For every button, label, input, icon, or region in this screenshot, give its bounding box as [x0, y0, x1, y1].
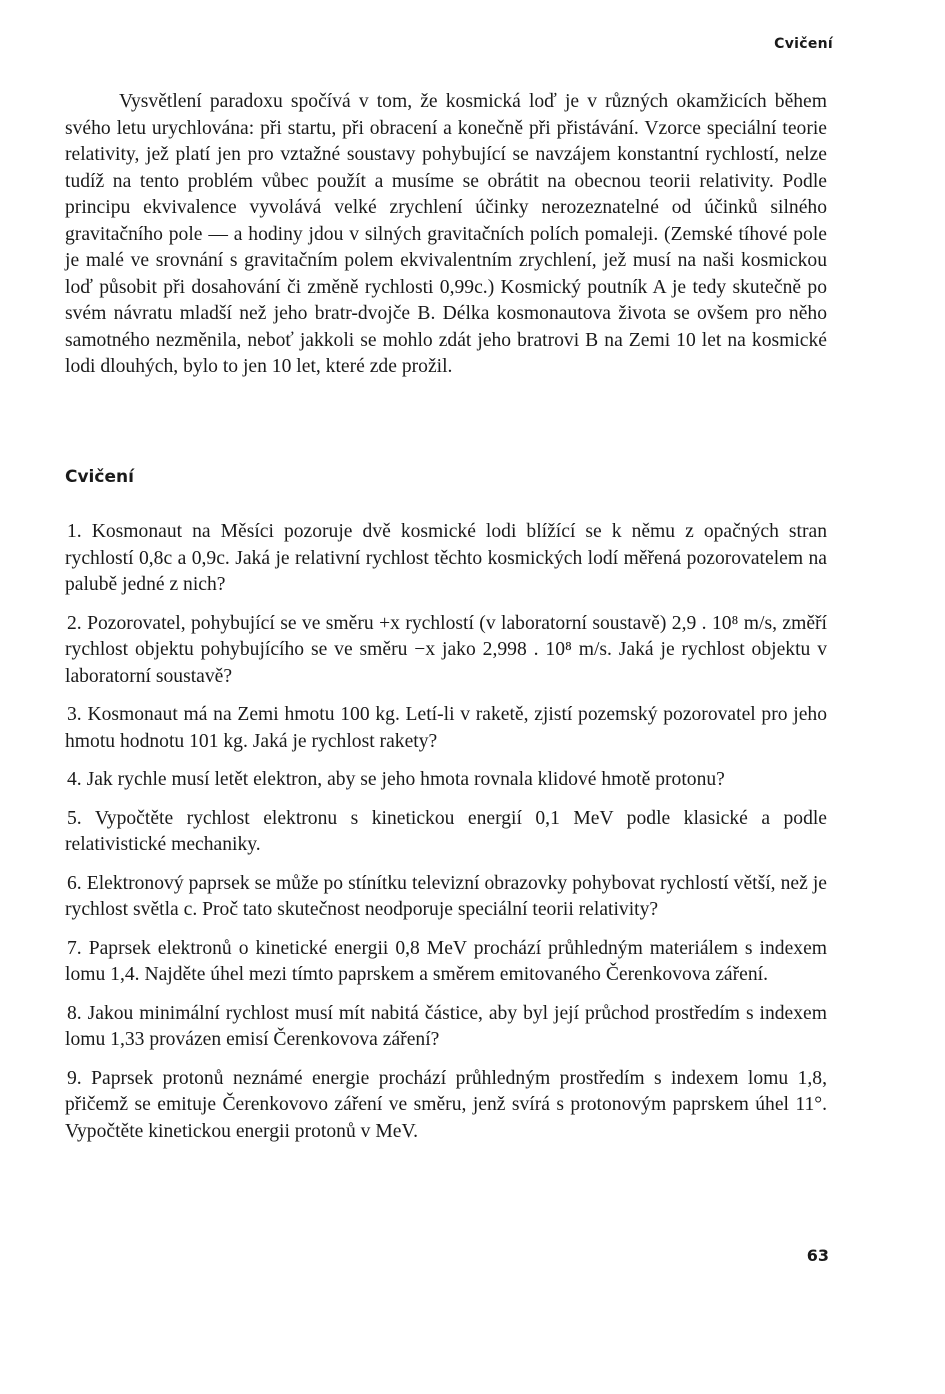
- exercise-list: [65, 519, 827, 1157]
- exercise-text: Kosmonaut má na Zemi hmotu 100 kg. Letí-li v raketě, zjistí pozemský pozorovatel pro jeho hmotu hodnotu 101 kg. Jaká je rychlost rakety?: [65, 704, 828, 752]
- section-heading: Cvičení: [65, 467, 134, 487]
- exercise-text: Kosmonaut na Měsíci pozoruje dvě kosmické lodi blížící se k němu z opačných stran rychlostí 0,8c a 0,9c. Jaká je relativní rychlost těchto kosmických lodí měřená pozorovatelem na palubě jedné z nich?: [65, 521, 828, 595]
- exercise-number: 7.: [67, 937, 82, 959]
- exercise-text: Paprsek elektronů o kinetické energii 0,8 MeV prochází průhledným materiálem s indexem lomu 1,4. Najděte úhel mezi tímto paprskem a směrem emitovaného Čerenkovova záření.: [65, 937, 828, 985]
- exercise-text: Paprsek protonů neznámé energie prochází průhledným prostředím s indexem lomu 1,8, přičemž se emituje Čerenkovovo záření ve směru, jenž svírá s protonovým paprskem úhel 11°. Vypočtěte kinetickou energii protonů v MeV.: [65, 1067, 827, 1142]
- page-number: 63: [806, 1246, 829, 1265]
- exercise-text: Pozorovatel, pohybující se ve směru +x rychlostí (v laboratorní soustavě) 2,9 . 10⁸ m/s, změří rychlost objektu pohybujícího se ve směru −x jako 2,998 . 10⁸ m/s. Jaká je rychlost objektu v laboratorní soustavě?: [65, 612, 827, 687]
- exercise-number: 3.: [67, 704, 82, 725]
- exercise-number: 2.: [67, 612, 82, 634]
- exercise-number: 1.: [67, 521, 82, 542]
- exercise-item: [65, 611, 827, 691]
- exercise-item: [65, 702, 827, 755]
- exercise-item: [65, 871, 827, 924]
- exercise-text: Jak rychle musí letět elektron, aby se jeho hmota rovnala klidové hmotě protonu?: [86, 769, 725, 790]
- exercise-number: 9.: [67, 1067, 82, 1089]
- exercise-item: [65, 1001, 827, 1054]
- exercise-item: [65, 519, 827, 599]
- intro-paragraph: Vysvětlení paradoxu spočívá v tom, že kosmická loď je v různých okamžicích během svého letu urychlována: při startu, při obracení a konečně při přistávání. Vzorce speciální teorie relativity, jež platí jen pro vztažné soustavy pohybující se navzájem konstantní rychlostí, nelze tudíž na tento problém vůbec použít a musíme se obrátit na obecnou teorii relativity. Podle principu ekvivalence vyvolává velké zrychlení účinky nerozeznatelné od účinků silného gravitačního pole — a hodiny jdou v silných gravitačních polích pomaleji. (Zemské tíhové pole je malé ve srovnání s gravitačním polem ekvivalentním zrychlení, jež musí na naši kosmickou loď působit při dosahování či změně rychlosti 0,99c.) Kosmický poutník A je tedy skutečně po svém návratu mladší než jeho bratr-dvojče B. Délka kosmonautova života se ovšem pro něho samotného nezměnila, neboť jakkoli se mohlo zdát jeho bratrovi B na Zemi 10 let na kosmické lodi dlouhých, bylo to jen 10 let, které zde prožil.: [65, 91, 827, 377]
- exercise-text: Vypočtěte rychlost elektronu s kinetickou energií 0,1 MeV podle klasické a podle relativistické mechaniky.: [65, 807, 828, 855]
- intro-section: [65, 89, 827, 381]
- exercise-text: Elektronový paprsek se může po stínítku televizní obrazovky pohybovat rychlostí větší, než je rychlost světla c. Proč tato skutečnost neodporuje speciální teorii relativity?: [65, 872, 827, 920]
- running-head: Cvičení: [774, 36, 833, 52]
- exercise-item: [65, 806, 827, 859]
- exercise-text: Jakou minimální rychlost musí mít nabitá částice, aby byl její průchod prostředím s indexem lomu 1,33 provázen emisí Čerenkovova záření?: [65, 1002, 827, 1050]
- exercise-item: [65, 1066, 827, 1146]
- exercise-number: 8.: [67, 1002, 82, 1024]
- exercise-item: [65, 936, 827, 989]
- exercise-number: 5.: [67, 807, 82, 829]
- exercise-number: 4.: [67, 769, 82, 790]
- exercise-item: [65, 767, 827, 794]
- exercise-number: 6.: [67, 872, 82, 894]
